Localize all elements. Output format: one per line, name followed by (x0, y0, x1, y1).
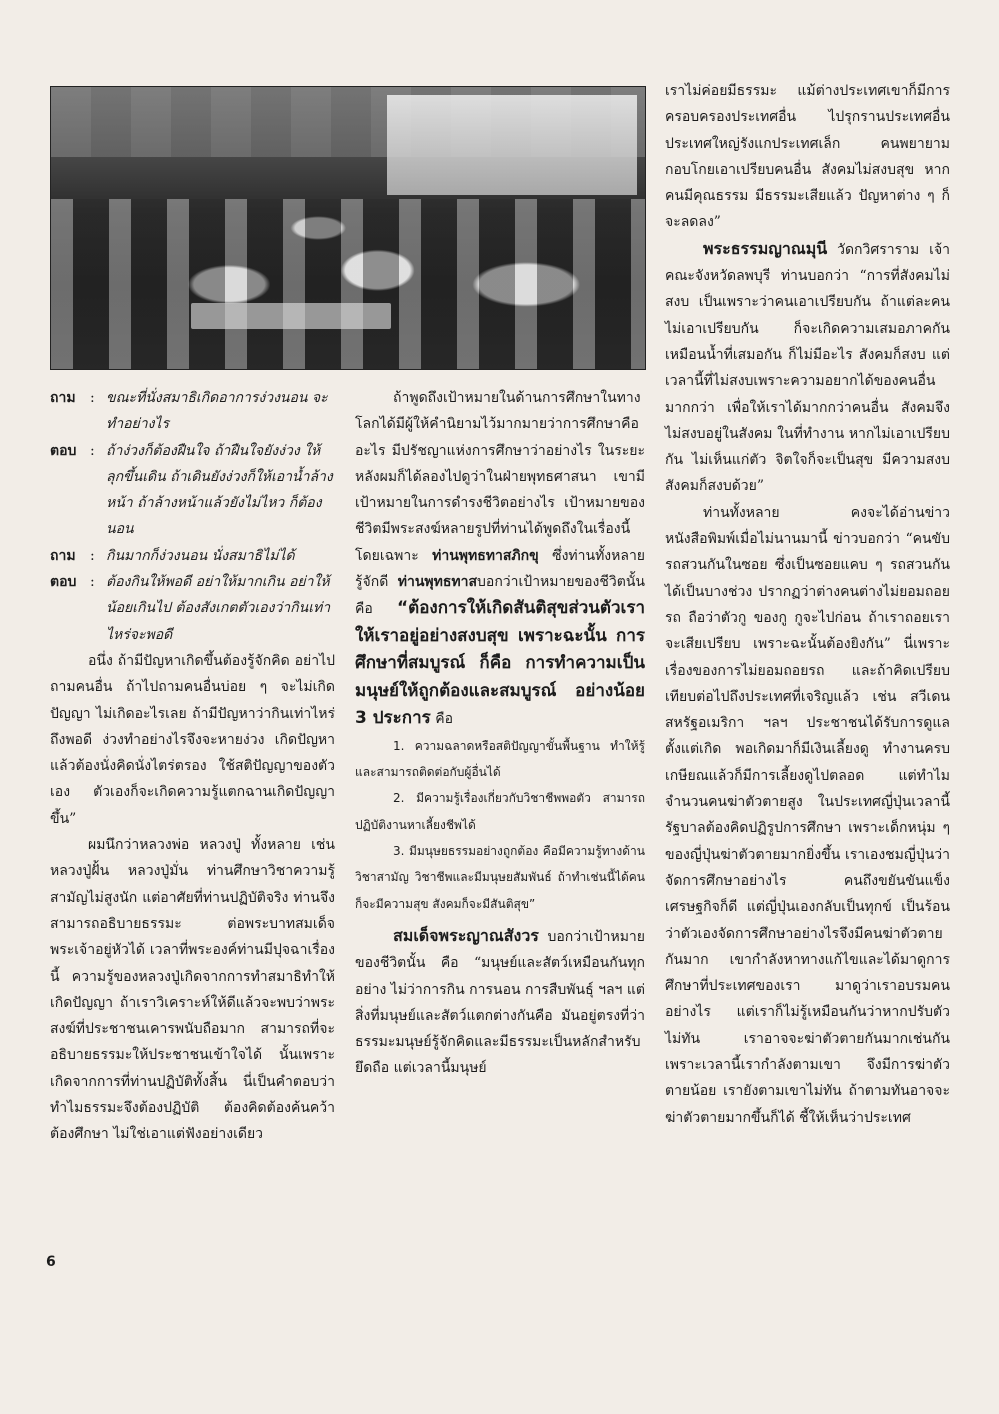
classroom-photo (50, 86, 646, 370)
qa-label: ถาม (50, 390, 76, 406)
qa-item (50, 385, 335, 438)
qa-label: ตอบ (50, 574, 77, 591)
qa-text: ขณะที่นั่งสมาธิเกิดอาการง่วงนอน จะทำอย่างไร (106, 390, 328, 433)
photo-window (387, 95, 637, 195)
column-middle (355, 385, 645, 1082)
list-item: 1. ความฉลาดหรือสติปัญญาขั้นพื้นฐาน ทำให้รู้และสามารถติดต่อกับผู้อื่นได้ (355, 738, 645, 780)
monk-name: ท่านพุทธทาสภิกขุ (432, 547, 539, 564)
qa-label: ถาม (50, 547, 76, 564)
page-number: 6 (46, 1254, 56, 1270)
list-item: 2. มีความรู้เรื่องเกี่ยวกับวิชาชีพพอตัว สามารถปฏิบัติงานหาเลี้ยงชีพได้ (355, 791, 645, 832)
body-paragraph: เราไม่ค่อยมีธรรมะ แม้ต่างประเทศเขาก็มีการครอบครองประเทศอื่น ไปรุกรานประเทศอื่น ประเทศใหญ่รังแกประเทศเล็ก คนพยายามกอบโกยเอาเปรียบคนอื่น สังคมไม่สงบสุข หากคนมีคุณธรรม มีธรรมะเสียแล้ว ปัญหาต่าง ๆ ก็จะลดลง” (665, 83, 950, 231)
list-item: 3. มีมนุษยธรรมอย่างถูกต้อง คือมีความรู้ทางด้านวิชาสามัญ วิชาชีพและมีมนุษยสัมพันธ์ ถ้าทำเช่นนี้ได้คนก็จะมีความสุข สังคมก็จะมีสันติสุข” (355, 844, 645, 911)
body-paragraph (665, 236, 950, 500)
body-paragraph: ท่านทั้งหลาย คงจะได้อ่านข่าวหนังสือพิมพ์เมื่อไม่นานมานี้ ข่าวบอกว่า “คนขับรถสวนกันในซอย ซึ่งเป็นซอยแคบ ๆ รถสวนกันได้เป็นบางช่วง ปรากฏว่าต่างคนต่างไม่ยอมถอยรถ ถือว่าตัวกู ของกู กูจะไปก่อน ถ้าเราถอยเราจะเสียเปรียบ เพราะฉะนั้นต้องยิงกัน” นี่เพราะเรื่องของการไม่ยอมถอยรถ และถ้าคิดเปรียบเทียบต่อไปถึงประเทศที่เจริญแล้ว เช่น สวีเดน สหรัฐอเมริกา ฯลฯ ประชาชนได้รับการดูแลตั้งแต่เกิด พอเกิดมาก็มีเงินเลี้ยงดู ทำงานครบเกษียณแล้วก็มีการเลี้ยงดูไปตลอด แต่ทำไมจำนวนคนฆ่าตัวตายสูง ในประเทศญี่ปุ่นเวลานี้รัฐบาลต้องคิดปฏิรูปการศึกษา เพราะเด็กหนุ่ม ๆ ของญี่ปุ่นฆ่าตัวตายมากยิ่งขึ้น เราเองชมญี่ปุ่นว่าจัดการศึกษาอย่างไร คนถึงขยันขันแข็ง เศรษฐกิจก็ดี แต่ญี่ปุ่นเองกลับเป็นทุกข์ เป็นร้อนว่าตัวเองจัดการศึกษาอย่างไรจึงมีคนฆ่าตัวตายกันมาก เขากำลังหาทางแก้ไขและได้มาดูการศึกษาที่ประเทศของเรา มาดูว่าเราอบรมคนอย่างไร แต่เราก็ไม่รู้เหมือนกันว่าหากปรับตัวไม่ทัน เราอาจจะฆ่าตัวตายกันมากเช่นกัน เพราะเวลานี้เรากำลังตามเขา จึงมีการฆ่าตัวตายน้อย เรายังตามเขาไม่ทัน ถ้าตามทันอาจจะฆ่าตัวตายมากขึ้นก็ได้ ชี้ให้เห็นว่าประเทศ (665, 504, 950, 1126)
qa-colon: : (90, 547, 95, 564)
monk-name: พระธรรมญาณมุนี (703, 238, 828, 258)
qa-item (50, 543, 335, 569)
body-text: ซึ่งท่านทั้งหลายรู้จักดี (355, 547, 646, 591)
body-text: วัดกวิศราราม เจ้าคณะจังหวัดลพบุรี ท่านบอกว่า “การที่สังคมไม่สงบ เป็นเพราะว่าคนเอาเปรียบกัน ถ้าแต่ละคนไม่เอาเปรียบกัน ก็จะเกิดความเสมอภาคกัน เหมือนน้ำที่เสมอกัน ก็ไม่มีอะไร สังคมก็สงบ แต่เวลานี้ที่ไม่สงบเพราะความอยากได้ของคนอื่นมากกว่า เพื่อให้เราได้มากกว่าคนอื่น สังคมจึงไม่สงบอยู่ในสังคม ในที่ทำงาน หากไม่เอาเปรียบกัน ไม่เห็นแก่ตัว จิตใจก็จะเป็นสุข มีความสงบ สังคมก็สงบด้วย” (665, 241, 951, 495)
body-text: บอกว่าเป้าหมายของชีวิตนั้น คือ “มนุษย์และสัตว์เหมือนกันทุกอย่าง ไม่ว่าการกิน การนอน การสืบพันธุ์ ฯลฯ แต่สิ่งที่มนุษย์และสัตว์แตกต่างกันคือ มันอยู่ตรงที่ว่า ธรรมะมนุษย์รู้จักคิดและมีธรรมะเป็นหลักสำหรับยึดถือ แต่เวลานี้มนุษย์ (355, 928, 645, 1077)
photo-table (191, 303, 391, 329)
photo-crowd (51, 199, 645, 369)
qa-text: ถ้าง่วงก็ต้องฝืนใจ ถ้าฝืนใจยังง่วง ให้ลุกขึ้นเดิน ถ้าเดินยังง่วงก็ให้เอาน้ำล้างหน้า ถ้าล้างหน้าแล้วยังไม่ไหว ก็ต้องนอน (106, 442, 333, 538)
qa-text: กินมากก็ง่วงนอน นั่งสมาธิไม่ได้ (106, 547, 295, 564)
body-text: คือ (435, 711, 454, 728)
qa-label: ตอบ (50, 442, 77, 459)
monk-name: ท่านพุทธทาส (397, 574, 478, 591)
body-text: ถ้าพูดถึงเป้าหมายในด้านการศึกษาในทางโลกได้มีผู้ให้คำนิยามไว้มากมายว่าการศึกษาคืออะไร มีปรัชญาแห่งการศึกษาว่าอย่างไร ในระยะหลังผมก็ได้ลองไปดูว่าในฝ่ายพุทธศาสนา เขามีเป้าหมายในการดำรงชีวิตอย่างไร เป้าหมายของชีวิตมีพระสงฆ์หลายรูปที่ท่านได้พูดถึงในเรื่องนี้โดยเฉพาะ (355, 390, 645, 564)
qa-item (50, 438, 335, 543)
body-paragraph (355, 923, 645, 1082)
body-text: บอกว่าเป้าหมายของชีวิตนั้น คือ (355, 574, 645, 618)
qa-text: ต้องกินให้พอดี อย่าให้มากเกิน อย่าให้น้อยเกินไป ต้องสังเกตตัวเองว่ากินเท่าไหร่จะพอดี (106, 574, 331, 643)
column-left (50, 385, 335, 1148)
qa-colon: : (90, 574, 95, 591)
highlight-quote: “ต้องการให้เกิดสันติสุขส่วนตัวเรา ให้เราอยู่อย่างสงบสุข เพราะฉะนั้น การศึกษาที่สมบูรณ์ ก็คือ การทำความเป็นมนุษย์ให้ถูกต้องและสมบูรณ์ อย่างน้อย 3 ประการ (355, 598, 645, 729)
monk-name: สมเด็จพระญาณสังวร (393, 925, 539, 945)
body-paragraph: ผมนึกว่าหลวงพ่อ หลวงปู่ ทั้งหลาย เช่น หลวงปู่ฝั้น หลวงปู่มั่น ท่านศึกษาวิชาความรู้สามัญไม่สูงนัก แต่อาศัยที่ท่านปฏิบัติจริง ท่านจึงสามารถอธิบายธรรมะ ต่อพระบาทสมเด็จพระเจ้าอยู่หัวได้ เวลาที่พระองค์ท่านมีปุจฉาเรื่องนี้ ความรู้ของหลวงปู่เกิดจากการทำสมาธิทำให้เกิดปัญญา ถ้าเราวิเคราะห์ให้ดีแล้วจะพบว่าพระสงฆ์ที่ประชาชนเคารพนับถือมาก สามารถที่จะอธิบายธรรมะให้ประชาชนเข้าใจได้ นั้นเพราะเกิดจากการที่ท่านปฏิบัติทั้งสิ้น นี่เป็นคำตอบว่าทำไมธรรมะจึงต้องปฏิบัติ ต้องคิดต้องค้นคว้า ต้องศึกษา ไม่ใช่เอาแต่ฟังอย่างเดียว (50, 837, 335, 1143)
qa-colon: : (90, 390, 95, 406)
qa-item (50, 569, 335, 648)
body-paragraph: อนึ่ง ถ้ามีปัญหาเกิดขึ้นต้องรู้จักคิด อย่าไปถามคนอื่น ถ้าไปถามคนอื่นบ่อย ๆ จะไม่เกิดปัญญา ไม่เกิดอะไรเลย ถ้ามีปัญหาว่ากินเท่าไหร่ถึงพอดี ง่วงทำอย่างไรจึงจะหายง่วง เกิดปัญหาแล้วต้องนั่งคิดนั่งไตร่ตรอง ใช้สติปัญญาของตัวเอง ตัวเองก็จะเกิดความรู้แตกฉานเกิดปัญญาขึ้น” (50, 652, 335, 827)
body-paragraph (355, 385, 645, 733)
numbered-list (355, 733, 645, 917)
qa-colon: : (90, 442, 95, 459)
column-right (665, 78, 950, 1131)
